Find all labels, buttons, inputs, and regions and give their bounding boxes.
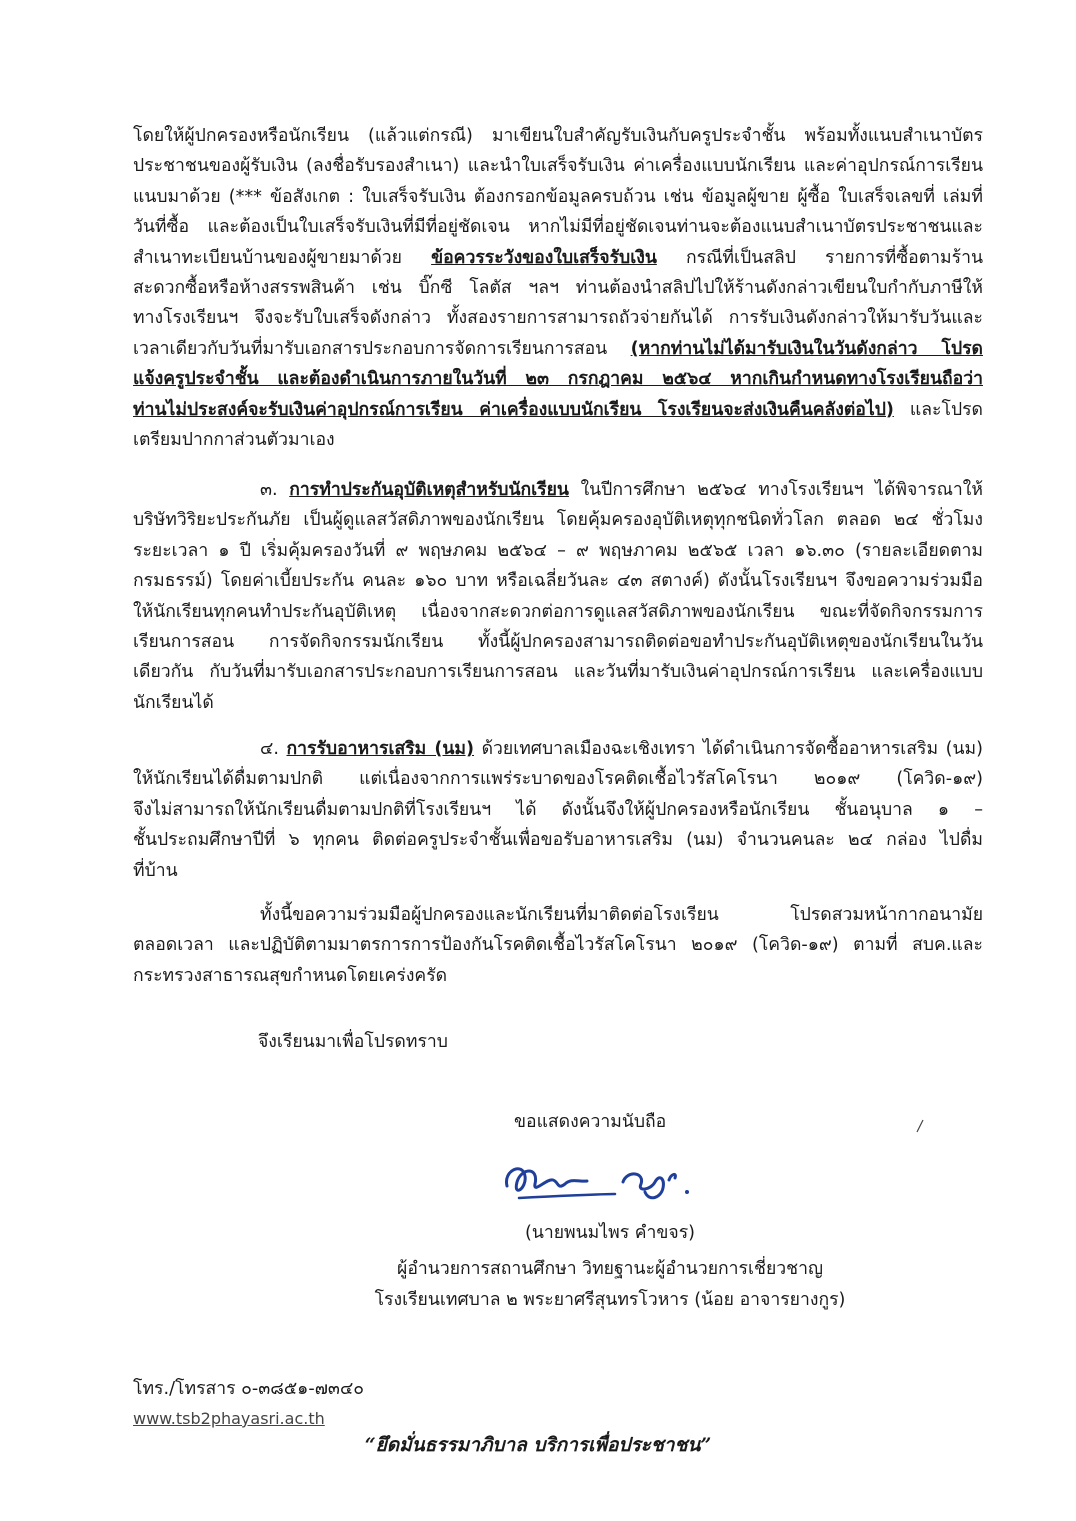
text-line: ตลอดเวลา และปฏิบัติตามมาตรการการป้องกันโรคติดเชื้อไวรัสโคโรนา ๒๐๑๙ (โควิด-๑๙) ตามที่ สบค.และ <box>133 935 983 956</box>
signer-title: ผู้อำนวยการสถานศึกษา วิทยฐานะผู้อำนวยการเชี่ยวชาญ <box>397 1259 823 1279</box>
text-line: กระทรวงสาธารณสุขกำหนดโดยเคร่งครัด <box>133 965 448 986</box>
text-segment: ด้วยเทศบาลเมืองฉะเชิงเทรา ได้ดำเนินการจัดซื้ออาหารเสริม (นม) <box>474 739 983 759</box>
text-line: วันที่ซื้อ และต้องเป็นใบเสร็จรับเงินที่มีที่อยู่ชัดเจน หากไม่มีที่อยู่ชัดเจนท่านจะต้องแนบสำเนาบัตรประชาชนและ <box>133 217 983 238</box>
underlined-notice: (หากท่านไม่ได้มารับเงินในวันดังกล่าว โปรด <box>630 338 983 359</box>
text-line: ให้นักเรียนได้ดื่มตามปกติ แต่เนื่องจากการแพร่ระบาดของโรคติดเชื้อไวรัสโคโรนา ๒๐๑๙ (โควิด-๑๙) <box>133 769 983 790</box>
school-motto: “ยึดมั่นธรรมาภิบาล บริการเพื่อประชาชน” <box>364 1434 712 1456</box>
text-segment: สำเนาทะเบียนบ้านของผู้ขายมาด้วย <box>133 247 432 268</box>
closing-paragraph <box>133 900 983 991</box>
text-line: ชั้นประถมศึกษาปีที่ ๖ ทุกคน ติดต่อครูประจำชั้นเพื่อขอรับอาหารเสริม (นม) จำนวนคนละ ๒๔ กล่อง ไปดื่ม <box>133 830 983 851</box>
text-line: จึงไม่สามารถให้นักเรียนดื่มตามปกติที่โรงเรียนฯ ได้ ดังนั้นจึงให้ผู้ปกครองหรือนักเรียน ชั้นอนุบาล ๑ – <box>133 799 983 820</box>
signature-image <box>495 1148 715 1218</box>
text-line <box>133 334 983 364</box>
text-line: ทั้งนี้ขอความร่วมมือผู้ปกครองและนักเรียนที่มาติดต่อโรงเรียน โปรดสวมหน้ากากอนามัย <box>260 905 983 925</box>
section-number: ๓. <box>260 480 290 500</box>
underlined-warning: ข้อควรระวังของใบเสร็จรับเงิน <box>431 247 657 268</box>
text-line <box>133 243 983 273</box>
text-segment: และโปรด <box>893 399 983 420</box>
section-heading-line <box>133 734 983 764</box>
underlined-notice: ท่านไม่ประสงค์จะรับเงินค่าอุปกรณ์การเรียน ค่าเครื่องแบบนักเรียน โรงเรียนจะส่งเงินคืนคลังต่อไป) <box>133 399 894 420</box>
text-line: เรียนการสอน การจัดกิจกรรมนักเรียน ทั้งนี้ผู้ปกครองสามารถติดต่อขอทำประกันอุบัติเหตุของนักเรียนในวัน <box>133 632 983 653</box>
section-number: ๔. <box>260 739 287 759</box>
section-title: การทำประกันอุบัติเหตุสำหรับนักเรียน <box>289 480 569 500</box>
text-segment: ในปีการศึกษา ๒๕๖๔ ทางโรงเรียนฯ ได้พิจารณาให้ <box>568 480 983 500</box>
text-line: แนบมาด้วย (*** ข้อสังเกต : ใบเสร็จรับเงิน ต้องกรอกข้อมูลครบถ้วน เช่น ข้อมูลผู้ขาย ผู้ซื้อ ใบเสร็จเลขที่ เล่มที่ <box>133 186 983 207</box>
text-line: เตรียมปากกาส่วนตัวมาเอง <box>133 430 335 451</box>
text-segment: เวลาเดียวกับวันที่มารับเอกสารประกอบการจัดการเรียนการสอน <box>133 338 631 359</box>
text-line: สะดวกซื้อหรือห้างสรรพสินค้า เช่น บิ๊กซี โลตัส ฯลฯ ท่านต้องนำสลิปไปให้ร้านดังกล่าวเขียนใบกำกับภาษีให้ <box>133 278 983 299</box>
text-line: โดยให้ผู้ปกครองหรือนักเรียน (แล้วแต่กรณี) มาเขียนใบสำคัญรับเงินกับครูประจำชั้น พร้อมทั้งแนบสำเนาบัตร <box>133 126 983 146</box>
text-line: บริษัทวิริยะประกันภัย เป็นผู้ดูแลสวัสดิภาพของนักเรียน โดยคุ้มครองอุบัติเหตุทุกชนิดทั่วโลก ตลอด ๒๔ ชั่วโมง <box>133 510 983 531</box>
phone-fax: โทร./โทรสาร ๐-๓๘๕๑-๗๓๔๐ <box>133 1379 365 1399</box>
farewell-text: จึงเรียนมาเพื่อโปรดทราบ <box>258 1032 448 1052</box>
paragraph-receipt-instructions <box>133 121 983 455</box>
respect-text: ขอแสดงความนับถือ <box>514 1112 667 1132</box>
section-accident-insurance <box>133 475 983 718</box>
underlined-notice: แจ้งครูประจำชั้น และต้องดำเนินการภายในวันที่ ๒๓ กรกฎาคม ๒๕๖๔ หากเกินกำหนดทางโรงเรียนถือว่า <box>133 369 983 390</box>
signer-organization: โรงเรียนเทศบาล ๒ พระยาศรีสุนทรโวหาร (น้อย อาจารยางกูร) <box>374 1290 846 1310</box>
text-line: ให้นักเรียนทุกคนทำประกันอุบัติเหตุ เนื่องจากสะดวกต่อการดูแลสวัสดิภาพของนักเรียน ขณะที่จัดกิจกรรมการ <box>133 601 983 622</box>
text-line: กรมธรรม์) โดยค่าเบี้ยประกัน คนละ ๑๖๐ บาท หรือเฉลี่ยวันละ ๔๓ สตางค์) ดังนั้นโรงเรียนฯ จึงขอความร่วมมือ <box>133 571 983 592</box>
text-line: ระยะเวลา ๑ ปี เริ่มคุ้มครองวันที่ ๙ พฤษภคม ๒๕๖๔ – ๙ พฤษภาคม ๒๕๖๕ เวลา ๑๖.๓๐ (รายละเอียดตาม <box>133 540 983 561</box>
signer-name: (นายพนมไพร คำขจร) <box>524 1223 696 1243</box>
text-line <box>133 395 983 425</box>
text-line: ประชาชนของผู้รับเงิน (ลงชื่อรับรองสำเนา) และนำใบเสร็จรับเงิน ค่าเครื่องแบบนักเรียน และค่าอุปกรณ์การเรียน <box>133 156 983 177</box>
pen-mark-icon <box>913 1118 927 1134</box>
text-line <box>133 364 983 394</box>
section-supplementary-milk <box>133 734 983 886</box>
text-line: เดียวกัน กับวันที่มารับเอกสารประกอบการเรียนการสอน และวันที่มารับเงินค่าอุปกรณ์การเรียน และเครื่องแบบ <box>133 662 983 683</box>
text-line: ที่บ้าน <box>133 860 178 881</box>
text-line: นักเรียนได้ <box>133 692 214 713</box>
section-title: การรับอาหารเสริม (นม) <box>286 739 475 759</box>
section-heading-line <box>133 475 983 505</box>
website-link[interactable]: www.tsb2phayasri.ac.th <box>133 1409 325 1428</box>
text-segment: กรณีที่เป็นสลิป รายการที่ซื้อตามร้าน <box>656 247 983 268</box>
text-line: ทางโรงเรียนฯ จึงจะรับใบเสร็จดังกล่าว ทั้งสองรายการสามารถถัวจ่ายกันได้ การรับเงินดังกล่าวให้มารับวันและ <box>133 308 983 329</box>
